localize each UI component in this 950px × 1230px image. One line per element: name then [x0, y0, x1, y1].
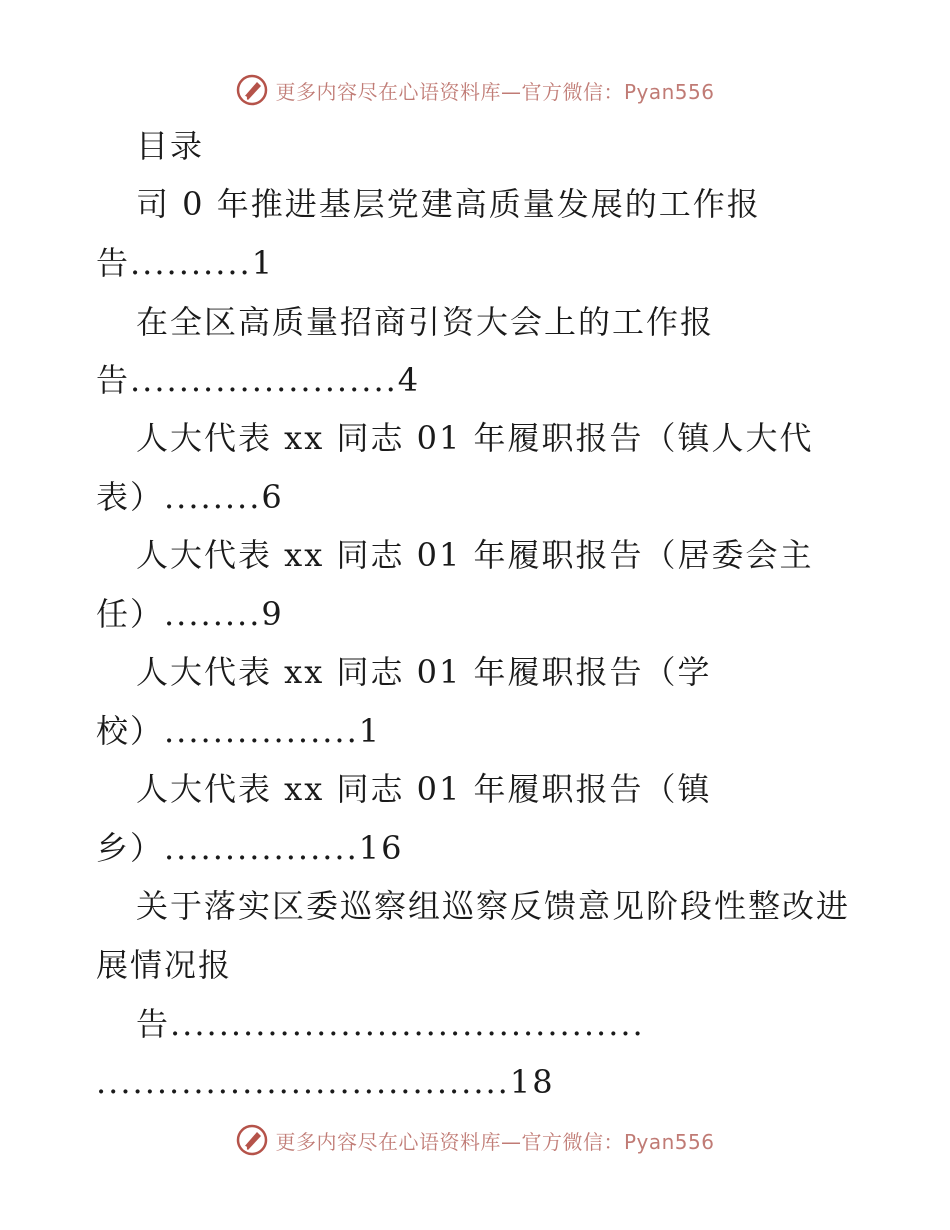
toc-entry-line: 校）................1 — [96, 712, 382, 750]
toc-entry-line: 关于落实区委巡察组巡察反馈意见阶段性整改进 — [136, 887, 851, 925]
toc-entry-line: 在全区高质量招商引资大会上的工作报 — [136, 303, 715, 341]
toc-entry-line: 人大代表 xx 同志 01 年履职报告（居委会主 — [136, 536, 814, 574]
toc-entry-line: 告..........1 — [96, 244, 275, 282]
toc-entry-line: 人大代表 xx 同志 01 年履职报告（镇 — [136, 770, 712, 808]
watermark-text: 更多内容尽在心语资料库—官方微信：Pyan556 — [275, 1129, 715, 1154]
pen-logo-icon — [235, 73, 269, 107]
toc-entry-line: 表）........6 — [96, 478, 284, 516]
toc-entry-line: 展情况报 — [96, 946, 233, 984]
toc-entry-line: 人大代表 xx 同志 01 年履职报告（镇人大代 — [136, 419, 814, 457]
toc-entry-line: 告....................................... — [136, 1005, 645, 1043]
watermark-header — [0, 70, 950, 110]
watermark-footer — [0, 1120, 950, 1160]
toc-entry-line: 任）........9 — [96, 595, 284, 633]
toc-entry-line: 人大代表 xx 同志 01 年履职报告（学 — [136, 653, 712, 691]
pen-logo-icon — [235, 1123, 269, 1157]
toc-entry-line: 司 0 年推进基层党建高质量发展的工作报 — [136, 185, 761, 223]
toc-entry-line: 告......................4 — [96, 361, 421, 399]
toc-entry-line: 乡）................16 — [96, 829, 404, 867]
toc-entry-line: ..................................18 — [96, 1063, 555, 1101]
toc-heading: 目录 — [136, 127, 205, 165]
watermark-text: 更多内容尽在心语资料库—官方微信：Pyan556 — [275, 79, 715, 104]
